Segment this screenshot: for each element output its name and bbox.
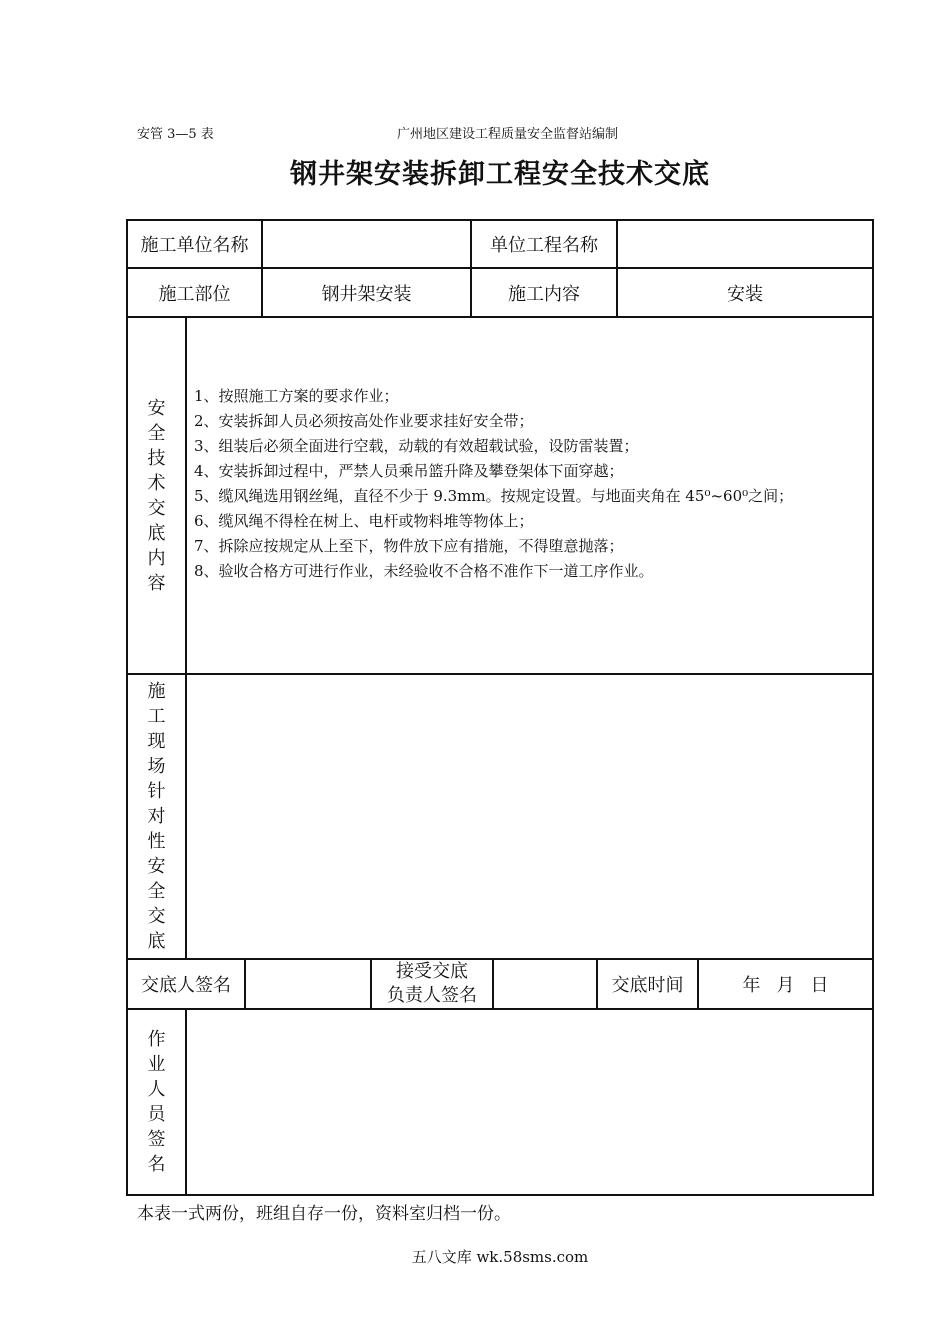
- form-code: 安管 3—5 表: [137, 127, 214, 142]
- unit-name-label: 施工单位名称: [140, 235, 249, 256]
- list-item: 3、组装后必须全面进行空载，动载的有效超载试验，设防雷装置；: [194, 437, 639, 455]
- handover-time-label: 交底时间: [611, 975, 684, 996]
- list-item: 2、安装拆卸人员必须按高处作业要求挂好安全带；: [194, 412, 534, 430]
- handover-date-field[interactable]: 年 月 日: [742, 975, 829, 996]
- giver-signature-field[interactable]: [246, 960, 370, 1008]
- watermark-text: 五八文库 wk.58sms.com: [411, 1248, 589, 1266]
- list-item: 4、安装拆卸过程中，严禁人员乘吊篮升降及攀登架体下面穿越；: [194, 462, 624, 480]
- list-item: 7、拆除应按规定从上至下，物件放下应有措施，不得堕意抛落；: [194, 537, 624, 555]
- tech-section-label: 安 全 技 术 交 底 内 容: [147, 398, 166, 594]
- construction-content-value: 安装: [727, 283, 763, 305]
- list-item: 1、按照施工方案的要求作业；: [194, 387, 399, 405]
- issuer-text: 广州地区建设工程质量安全监督站编制: [397, 127, 619, 142]
- project-name-field[interactable]: [618, 221, 872, 267]
- list-item: 5、缆风绳选用钢丝绳，直径不少于 9.3mm。按规定设置。与地面夹角在 45⁰~60⁰之间；: [194, 487, 794, 505]
- unit-name-field[interactable]: [263, 221, 470, 267]
- receiver-signature-label: 接受交底 负责人签名: [387, 961, 477, 1006]
- list-item: 6、缆风绳不得栓在树上、电杆或物料堆等物体上；: [194, 512, 534, 530]
- list-item: 8、验收合格方可进行作业，未经验收不合格不准作下一道工序作业。: [194, 562, 654, 580]
- construction-content-label: 施工内容: [508, 283, 580, 305]
- construction-part-value: 钢井架安装: [321, 283, 412, 305]
- site-section-label: 施 工 现 场 针 对 性 安 全 交 底: [147, 681, 166, 952]
- construction-part-label: 施工部位: [158, 283, 231, 305]
- workers-section-label: 作 业 人 员 签 名: [147, 1029, 166, 1175]
- receiver-signature-field[interactable]: [494, 960, 596, 1008]
- tech-items-list: [194, 384, 793, 584]
- giver-signature-label: 交底人签名: [141, 975, 231, 996]
- footer-note: 本表一式两份，班组自存一份，资料室归档一份。: [137, 1204, 511, 1224]
- project-name-label: 单位工程名称: [490, 235, 598, 256]
- document-title: 钢井架安装拆卸工程安全技术交底: [290, 159, 710, 190]
- workers-signature-field[interactable]: [187, 1010, 872, 1194]
- site-safety-content-field[interactable]: [187, 675, 872, 958]
